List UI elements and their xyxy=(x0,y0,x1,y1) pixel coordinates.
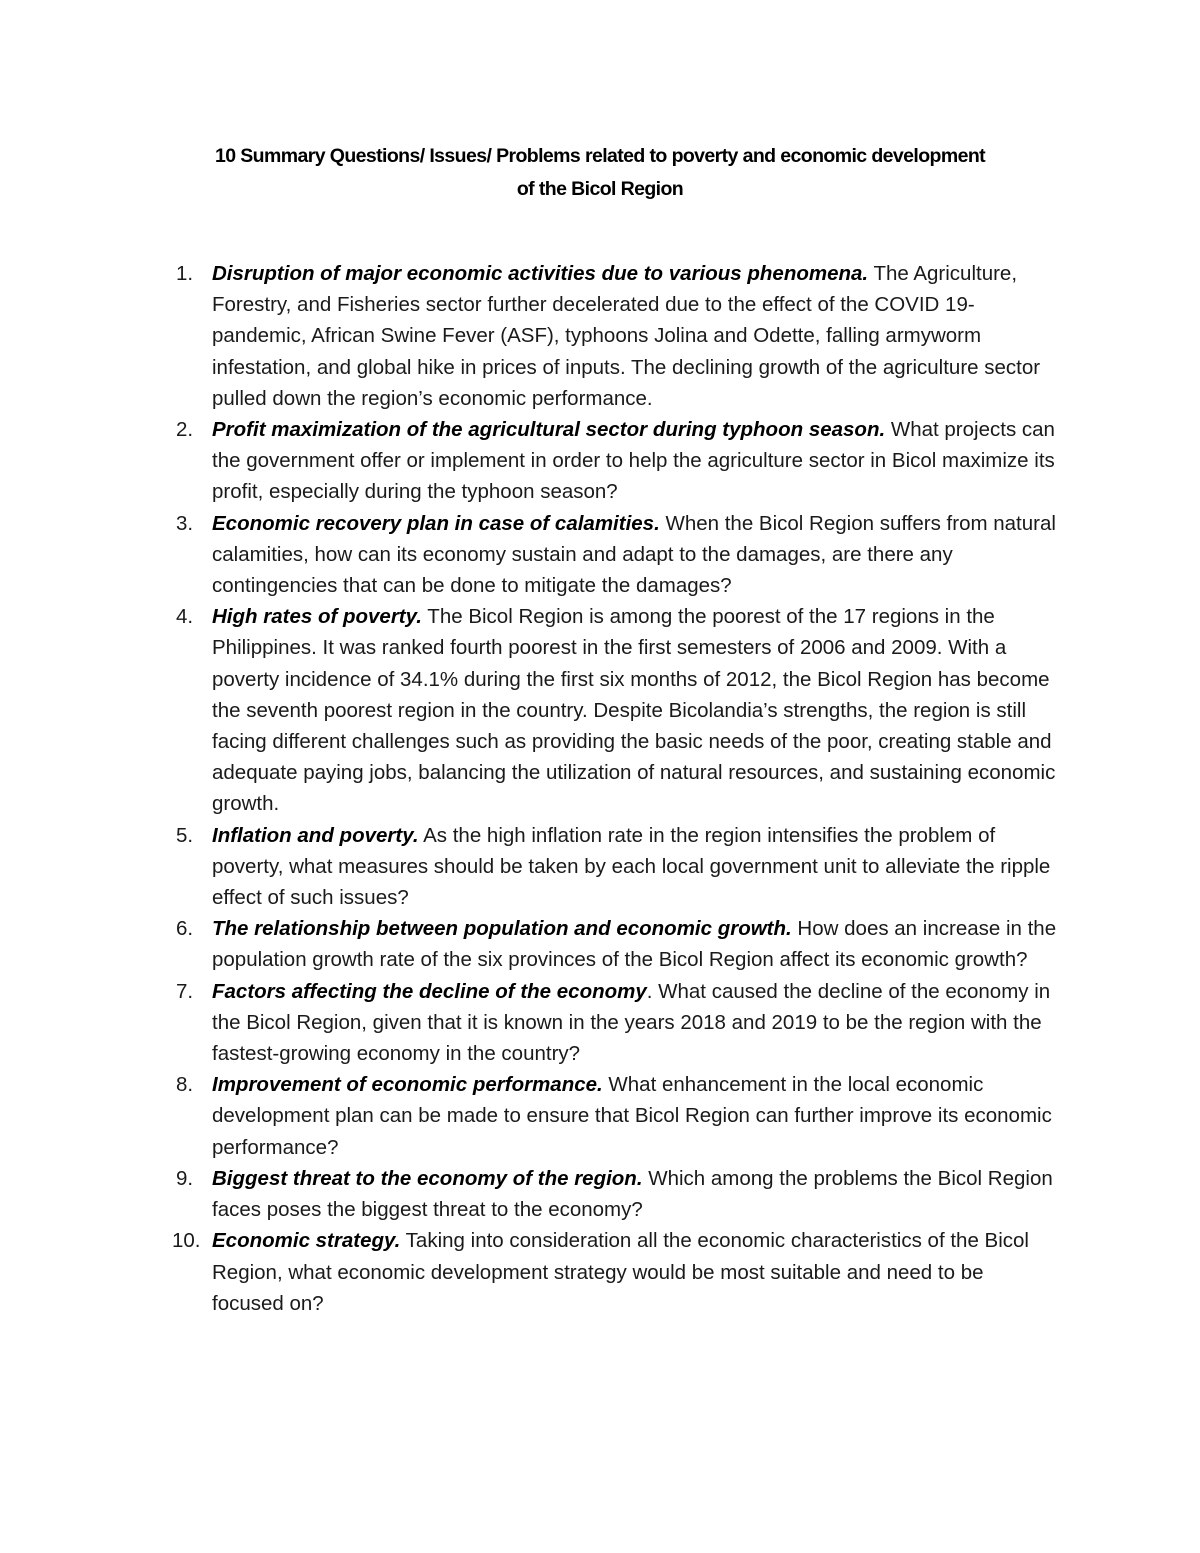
list-item xyxy=(0,1225,1200,1319)
item-body: Which among the problems the Bicol Region faces poses the biggest threat to the economy? xyxy=(212,1166,1053,1222)
item-number: 4. xyxy=(176,605,194,629)
list-item xyxy=(0,1069,1200,1163)
item-body: . What caused the decline of the economy in the Bicol Region, given that it is known in the years 2018 and 2019 to be the region with the fastest-growing economy in the country? xyxy=(212,979,1051,1066)
list-item xyxy=(0,913,1200,975)
item-body: What enhancement in the local economic development plan can be made to ensure that Bicol Region can further improve its economic performance? xyxy=(212,1073,1052,1159)
page-title-line-1: 10 Summary Questions/ Issues/ Problems related to poverty and economic development xyxy=(214,145,986,167)
item-body: What projects can the government offer or implement in order to help the agriculture sector in Bicol maximize its profit, especially during the typhoon season? xyxy=(212,418,1055,504)
item-heading: The relationship between population and economic growth. xyxy=(212,917,792,941)
list-item xyxy=(0,258,1200,414)
item-number: 7. xyxy=(176,979,194,1003)
item-body: How does an increase in the population growth rate of the six provinces of the Bicol Region affect its economic growth? xyxy=(212,917,1057,972)
item-heading: Improvement of economic performance. xyxy=(212,1073,603,1097)
item-heading: Economic recovery plan in case of calamities. xyxy=(212,511,660,535)
item-heading: Economic strategy. xyxy=(212,1229,401,1253)
item-number: 5. xyxy=(176,823,194,847)
item-body: The Bicol Region is among the poorest of the 17 regions in the Philippines. It was ranked fourth poorest in the first semesters of 2006 and 2009. With a poverty incidence of 34.1% during the first six months of 2012, the Bicol Region has become the seventh poorest region in the country. Despite Bicolandia’s strengths, the region is still facing different challenges such as providing the basic needs of the poor, creating stable and adequate paying jobs, balancing the utilization of natural resources, and sustaining economic growth. xyxy=(212,605,1056,816)
item-heading: Profit maximization of the agricultural sector during typhoon season. xyxy=(212,418,886,442)
item-body: Taking into consideration all the economic characteristics of the Bicol Region, what economic development strategy would be most suitable and need to be focused on? xyxy=(212,1229,1029,1315)
list-item xyxy=(0,508,1200,602)
list-item xyxy=(0,1163,1200,1225)
item-number: 1. xyxy=(176,262,194,285)
item-number: 9. xyxy=(176,1166,194,1190)
item-number: 3. xyxy=(176,511,194,535)
item-heading: Disruption of major economic activities due to various phenomena. xyxy=(212,262,869,285)
item-number: 10. xyxy=(172,1229,201,1253)
item-body: As the high inflation rate in the region intensifies the problem of poverty, what measures should be taken by each local government unit to alleviate the ripple effect of such issues? xyxy=(212,823,1051,910)
item-heading: Factors affecting the decline of the economy xyxy=(212,979,647,1003)
page-title xyxy=(120,140,1080,206)
item-number: 8. xyxy=(176,1073,194,1097)
list-item xyxy=(0,414,1200,508)
list-item xyxy=(0,976,1200,1070)
item-body: The Agriculture, Forestry, and Fisheries sector further decelerated due to the effect of the COVID 19-pandemic, African Swine Fever (ASF), typhoons Jolina and Odette, falling armyworm infestation, and global hike in prices of inputs. The declining growth of the agriculture sector pulled down the region’s economic performance. xyxy=(212,262,1041,410)
list-item xyxy=(0,601,1200,819)
list-item xyxy=(0,820,1200,914)
item-number: 6. xyxy=(176,917,194,941)
item-heading: Biggest threat to the economy of the region. xyxy=(212,1166,643,1190)
item-number: 2. xyxy=(176,418,194,442)
item-body: When the Bicol Region suffers from natural calamities, how can its economy sustain and adapt to the damages, are there any contingencies that can be done to mitigate the damages? xyxy=(212,511,1056,598)
item-heading: Inflation and poverty. xyxy=(212,823,419,847)
summary-question-list xyxy=(0,258,1200,1319)
page-title-line-2: of the Bicol Region xyxy=(516,178,684,200)
item-heading: High rates of poverty. xyxy=(212,605,422,629)
